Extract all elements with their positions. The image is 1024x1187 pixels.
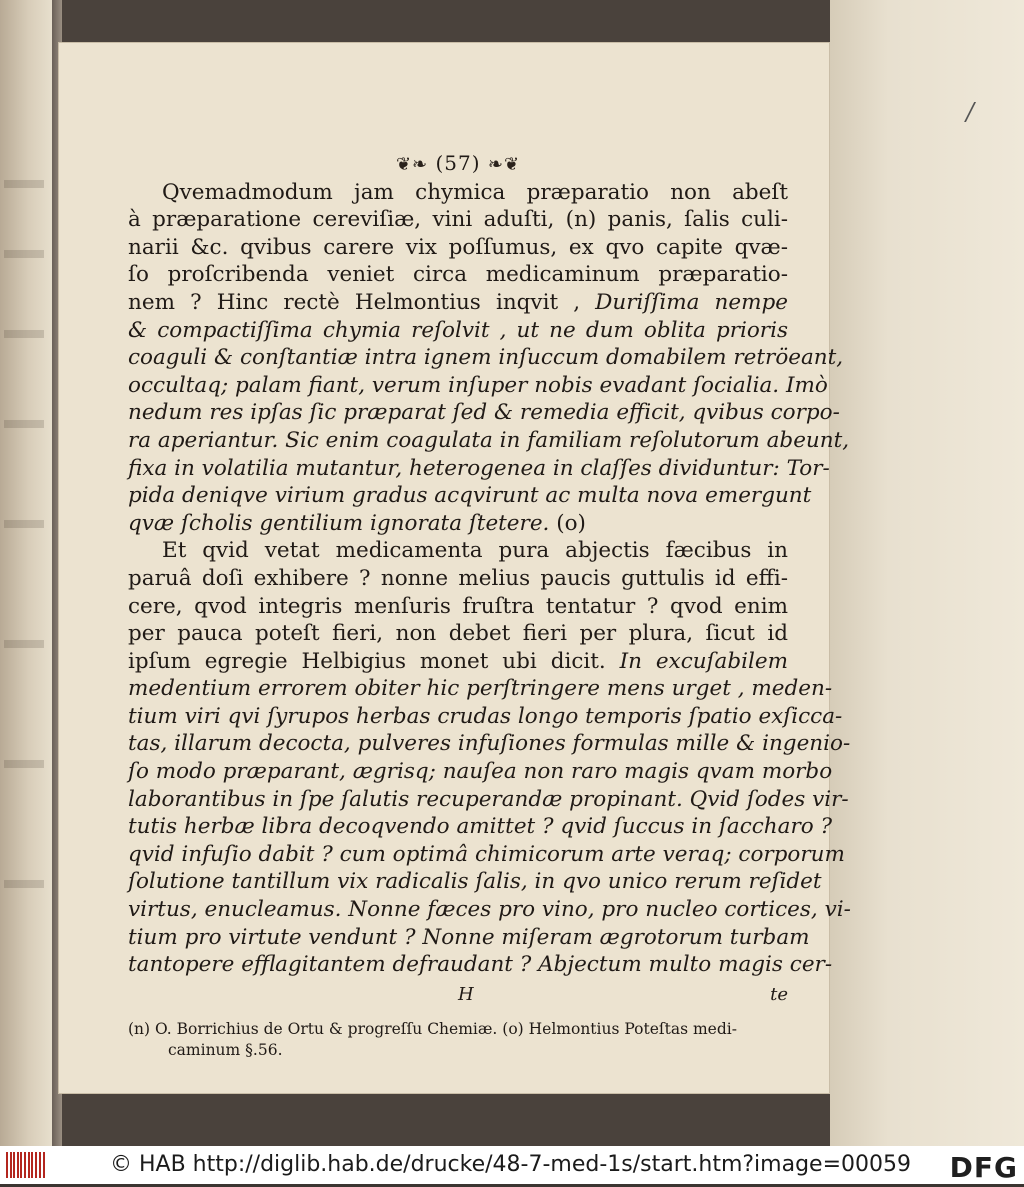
text-line: ſolutione tantillum vix radicalis ſalis, in qvo unico rerum reſidet [128,869,822,895]
text-line: tutis herbæ libra decoqvendo amittet ? qvid ſuccus in ſaccharo ? [128,814,833,840]
book-page [58,42,851,1094]
margin-mark: / [966,98,975,126]
text-line: tium viri qvi ſyrupos herbas crudas longo temporis ſpatio exſiccа- [128,703,843,729]
text-line: per pauca poteſt fieri, non debet fieri per plura, ſicut id [128,621,788,647]
page-text [128,150,851,1061]
text-line: paruâ doſi exhibere ? nonne melius paucis guttulis id effi- [128,565,788,591]
text-line: Et qvid vetat medicamenta pura abjectis fæcibus in [162,538,788,564]
page-number: (57) [435,151,481,175]
text-line: pida deniqve virium gradus acqvirunt ac multa nova emergunt [128,483,812,509]
ornament-right-icon: ❧❦ [487,154,521,175]
copyright-link[interactable]: © HAB http://diglib.hab.de/drucke/48-7-med-1s/start.htm?image=00059 [110,1152,912,1177]
text-line: qvæ ſcholis gentilium ignorata ſtetere. (o) [128,510,586,536]
text-line: nem ? Hinc rectè Helmontius inqvit , Duriſſima nempe [128,289,788,315]
page-header [128,150,788,179]
signature-mark: H [458,983,474,1005]
text-line: cere, qvod integris menſuris fruſtra tentatur ? qvod enim [128,593,788,619]
barcode-icon [6,1152,48,1178]
text-line: laborantibus in ſpe ſalutis recuperandæ propinant. Qvid ſodes vir- [128,786,849,812]
text-line: Qvemadmodum jam chymica præparatio non abeſt [162,179,788,205]
text-line: & compactiſſima chymia reſolvit , ut ne dum oblita prioris [128,317,788,343]
text-line: ſo proſcribenda veniet circa medicaminum præparatio- [128,262,788,288]
text-line: tantopere efflagitantem defraudant ? Abjectum multo magis cer- [128,952,833,978]
text-line: medentium errorem obiter hic perſtringere mens urget , meden- [128,676,833,702]
text-line: tas, illarum decocta, pulveres infuſiones formulas mille & ingenio- [128,731,851,757]
text-line: coaguli & conſtantiæ intra ignem inſuccum domabilem retröeant, [128,345,844,371]
footnotes [128,1019,788,1061]
text-line: fixa in volatilia mutantur, heterogenea in claſſes dividuntur: Tor- [128,455,830,481]
text-line: ra aperiantur. Sic enim coagulata in familiam reſolutorum abeunt, [128,427,850,453]
ornament-left-icon: ❦❧ [395,154,429,175]
text-line: occultaq; palam fiant, verum inſuper nobis evadant ſocialia. Imò [128,372,828,398]
text-line: ipſum egregie Helbigius monet ubi dicit. In excuſabilem [128,648,789,674]
text-line: nedum res ipſas ſic præparat ſed & remedia efficit, qvibus corpo- [128,400,840,426]
text-line: narii &c. qvibus carere vix poſſumus, ex qvo capite qvæ- [128,234,788,260]
text-line: virtus, enucleamus. Nonne fæces pro vino, pro nucleo cortices, vi- [128,897,851,923]
dfg-logo: DFG [949,1151,1018,1184]
footnote-line: caminum §.56. [168,1040,283,1059]
footnote-line: (n) O. Borrichius de Ortu & progreſſu Chemiæ. (o) Helmontius Poteſtas medi- [128,1019,737,1038]
viewer-footer [0,1146,1024,1184]
text-line: tium pro virtute vendunt ? Nonne miſeram ægrotorum turbam [128,924,810,950]
previous-page-edge [0,0,52,1146]
text-line: qvid infuſio dabit ? cum optimâ chimicorum arte veraq; corporum [128,841,845,867]
text-line: à præparatione cereviſiæ, vini aduſti, (n) panis, ſalis culi- [128,207,788,233]
body-text [128,179,851,979]
background-paper [830,0,1024,1146]
signature-line [128,979,788,1009]
catchword: te [770,983,788,1005]
text-line: ſo modo præparant, ægrisq; nauſea non raro magis qvam morbo [128,759,833,785]
